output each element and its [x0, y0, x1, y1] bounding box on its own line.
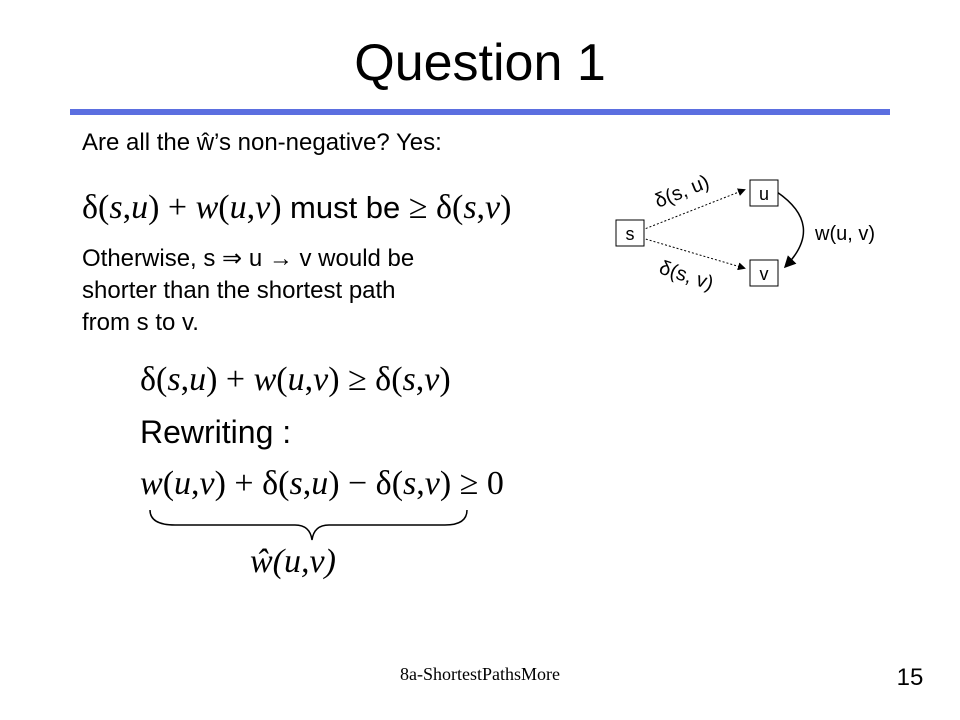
node-s-label: s: [625, 224, 635, 244]
edge-label-sv: δ(s, v): [656, 256, 717, 295]
w-hat-label: ŵ(u,v): [250, 543, 336, 580]
edge-label-su: δ(s, u): [651, 170, 713, 213]
graph-diagram: [590, 160, 920, 310]
equation-3: w(u,v) + δ(s,u) − δ(s,v) ≥ 0: [140, 465, 504, 502]
question-text: Are all the ŵ’s non-negative? Yes:: [82, 129, 442, 156]
edge-label-uv: w(u, v): [815, 223, 875, 245]
edge-u-v: [777, 192, 803, 266]
page-number: 15: [896, 664, 924, 691]
equation-1: δ(s,u) + w(u,v) must be ≥ δ(s,v): [82, 189, 512, 226]
node-v-label: v: [759, 264, 769, 284]
otherwise-line-3: from s to v.: [82, 309, 199, 336]
underbrace: [145, 505, 475, 545]
otherwise-line-1: Otherwise, s ⇒ u → v would be: [82, 245, 415, 272]
rewriting-label: Rewriting :: [140, 414, 292, 450]
title-underline: [70, 109, 890, 115]
slide-title: Question 1: [354, 34, 606, 92]
equation-2: δ(s,u) + w(u,v) ≥ δ(s,v): [140, 361, 451, 398]
edge-s-v: [642, 238, 744, 268]
otherwise-line-2: shorter than the shortest path: [82, 277, 396, 304]
node-u-label: u: [758, 184, 770, 204]
footer-text: 8a-ShortestPathsMore: [400, 664, 560, 684]
equation-1-text: must be: [290, 190, 401, 225]
